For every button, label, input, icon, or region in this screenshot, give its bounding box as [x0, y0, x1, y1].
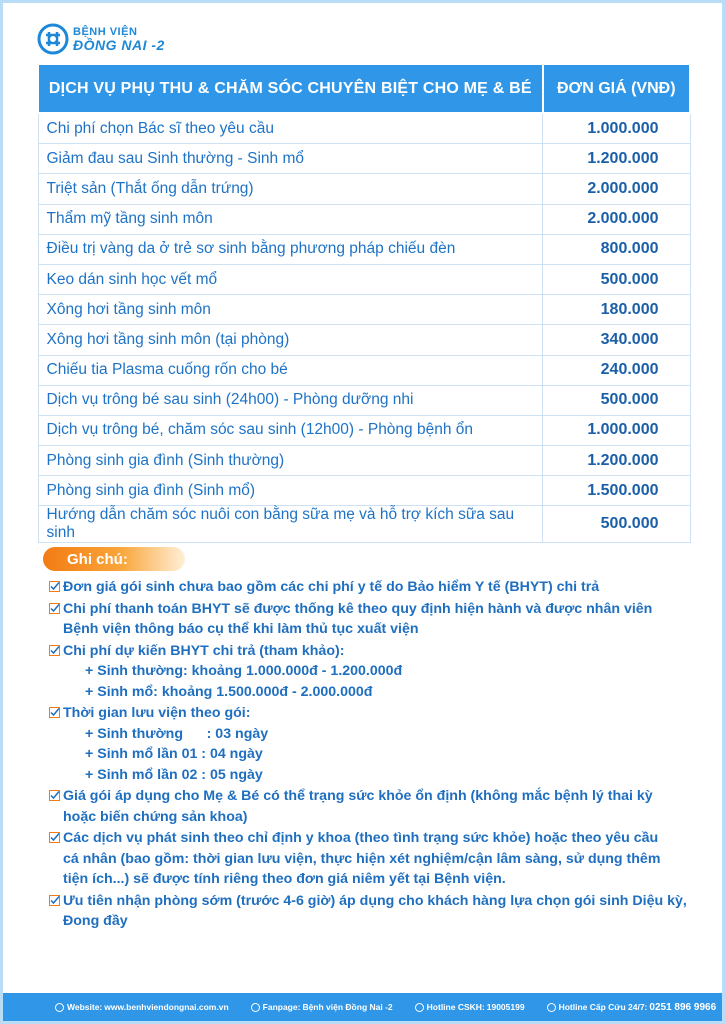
service-name: Phòng sinh gia đình (Sinh thường)	[38, 446, 543, 476]
table-row	[38, 446, 690, 476]
note-text: Chi phí thanh toán BHYT sẽ được thống kê theo quy định hiện hành và được nhân viên	[63, 600, 653, 617]
service-name: Giảm đau sau Sinh thường - Sinh mổ	[38, 144, 543, 174]
note-item	[49, 891, 689, 932]
table-row	[38, 295, 690, 325]
table-row	[38, 234, 690, 264]
service-name: Xông hơi tầng sinh môn	[38, 295, 543, 325]
table-row	[38, 325, 690, 355]
table-row	[38, 204, 690, 234]
fanpage-link[interactable]: Bệnh viện Đồng Nai -2	[302, 1002, 393, 1012]
hotline-number[interactable]: 19005199	[486, 1002, 525, 1012]
note-item	[49, 577, 689, 598]
note-text: Giá gói áp dụng cho Mẹ & Bé có thể trạng sức khỏe ổn định (không mắc bệnh lý thai kỳ	[63, 788, 653, 804]
checkbox-checked-icon	[49, 603, 60, 614]
table-row	[38, 385, 690, 415]
service-price: 1.200.000	[543, 446, 690, 476]
table-row	[38, 113, 690, 144]
service-price: 1.000.000	[543, 415, 690, 445]
service-name: Chiếu tia Plasma cuống rốn cho bé	[38, 355, 543, 385]
service-price: 180.000	[543, 295, 690, 325]
contact-footer	[3, 993, 722, 1021]
service-price: 1.000.000	[543, 113, 690, 144]
service-price: 500.000	[543, 385, 690, 415]
fanpage-label: Fanpage:	[262, 1002, 301, 1012]
service-price: 1.500.000	[543, 476, 690, 506]
service-price: 800.000	[543, 234, 690, 264]
hotline-label: Hotline CSKH:	[426, 1002, 485, 1012]
footer-emergency-hotline	[547, 1002, 717, 1013]
note-item	[49, 599, 689, 640]
note-subitem: + Sinh mổ: khoảng 1.500.000đ - 2.000.000đ	[85, 683, 373, 700]
service-name: Dịch vụ trông bé sau sinh (24h00) - Phòng dưỡng nhi	[38, 385, 543, 415]
table-row	[38, 415, 690, 445]
notes-title-badge: Ghi chú:	[43, 547, 185, 571]
note-text: cá nhân (bao gồm: thời gian lưu viện, thực hiện xét nghiệm/cận lâm sàng, sử dụng thêm	[63, 850, 661, 867]
note-text: Đong đầy	[63, 913, 128, 929]
note-item	[49, 641, 689, 703]
service-name: Hướng dẫn chăm sóc nuôi con bằng sữa mẹ và hỗ trợ kích sữa sau sinh	[38, 506, 543, 543]
note-item	[49, 703, 689, 785]
checkbox-checked-icon	[49, 645, 60, 656]
service-name: Phòng sinh gia đình (Sinh mổ)	[38, 476, 543, 506]
phone-icon	[415, 1003, 424, 1012]
service-name: Keo dán sinh học vết mổ	[38, 264, 543, 294]
logo-text-line2: ĐỒNG NAI -2	[73, 36, 165, 53]
footer-fanpage	[251, 1002, 393, 1012]
service-price: 1.200.000	[543, 144, 690, 174]
column-header-service: DỊCH VỤ PHỤ THU & CHĂM SÓC CHUYÊN BIỆT CHO MẸ & BÉ	[38, 64, 543, 113]
checkbox-checked-icon	[49, 895, 60, 906]
table-row	[38, 144, 690, 174]
table-row	[38, 476, 690, 506]
logo-text-line1: BỆNH VIỆN	[73, 25, 138, 38]
table-row	[38, 506, 690, 543]
table-row	[38, 174, 690, 204]
checkbox-checked-icon	[49, 707, 60, 718]
note-text: Các dịch vụ phát sinh theo chỉ định y khoa (theo tình trạng sức khỏe) hoặc theo yêu cầu	[63, 830, 659, 846]
phone-icon	[547, 1003, 556, 1012]
globe-icon	[55, 1003, 64, 1012]
notes-list	[49, 577, 689, 933]
service-name: Chi phí chọn Bác sĩ theo yêu cầu	[38, 113, 543, 144]
service-price: 500.000	[543, 264, 690, 294]
note-text: Đơn giá gói sinh chưa bao gồm các chi phí y tế do Bảo hiểm Y tế (BHYT) chi trả	[63, 579, 600, 595]
note-text: Thời gian lưu viện theo gói:	[63, 705, 251, 721]
footer-website	[55, 1002, 229, 1012]
service-name: Điều trị vàng da ở trẻ sơ sinh bằng phương pháp chiếu đèn	[38, 234, 543, 264]
hospital-header	[37, 21, 165, 57]
service-name: Thẩm mỹ tầng sinh môn	[38, 204, 543, 234]
emergency-hotline-label: Hotline Cấp Cứu 24/7:	[558, 1002, 648, 1012]
note-item	[49, 828, 689, 890]
service-name: Xông hơi tầng sinh môn (tại phòng)	[38, 325, 543, 355]
service-price: 2.000.000	[543, 204, 690, 234]
hospital-logo-icon	[37, 23, 69, 55]
checkbox-checked-icon	[49, 832, 60, 843]
note-text: tiện ích...) sẽ được tính riêng theo đơn giá niêm yết tại Bệnh viện.	[63, 871, 506, 887]
table-row	[38, 264, 690, 294]
checkbox-checked-icon	[49, 581, 60, 592]
note-text: Bệnh viện thông báo cụ thể khi làm thủ tục xuất viện	[63, 621, 419, 637]
checkbox-checked-icon	[49, 790, 60, 801]
price-table	[37, 63, 691, 543]
table-header-row	[38, 64, 690, 113]
website-link[interactable]: www.benhviendongnai.com.vn	[104, 1002, 229, 1012]
footer-hotline	[415, 1002, 525, 1012]
note-subitem: + Sinh thường : 03 ngày	[85, 725, 269, 742]
note-subitem: + Sinh thường: khoảng 1.000.000đ - 1.200.000đ	[85, 663, 403, 679]
service-price: 240.000	[543, 355, 690, 385]
note-subitem: + Sinh mổ lần 02 : 05 ngày	[85, 766, 263, 783]
website-label: Website:	[67, 1002, 103, 1012]
column-header-price: ĐƠN GIÁ (VNĐ)	[543, 64, 690, 113]
service-name: Dịch vụ trông bé, chăm sóc sau sinh (12h00) - Phòng bệnh ổn	[38, 415, 543, 445]
service-price: 340.000	[543, 325, 690, 355]
note-item	[49, 786, 689, 827]
note-text: Ưu tiên nhận phòng sớm (trước 4-6 giờ) áp dụng cho khách hàng lựa chọn gói sinh Diệu kỳ,	[63, 892, 687, 909]
service-price: 2.000.000	[543, 174, 690, 204]
note-text: Chi phí dự kiến BHYT chi trả (tham khảo):	[63, 642, 345, 659]
service-name: Triệt sản (Thắt ống dẫn trứng)	[38, 174, 543, 204]
note-text: hoặc biến chứng sản khoa)	[63, 808, 248, 825]
note-subitem: + Sinh mổ lần 01 : 04 ngày	[85, 746, 263, 762]
facebook-icon	[251, 1003, 260, 1012]
table-row	[38, 355, 690, 385]
emergency-hotline-number[interactable]: 0251 896 9966	[649, 1001, 717, 1013]
service-price: 500.000	[543, 506, 690, 543]
